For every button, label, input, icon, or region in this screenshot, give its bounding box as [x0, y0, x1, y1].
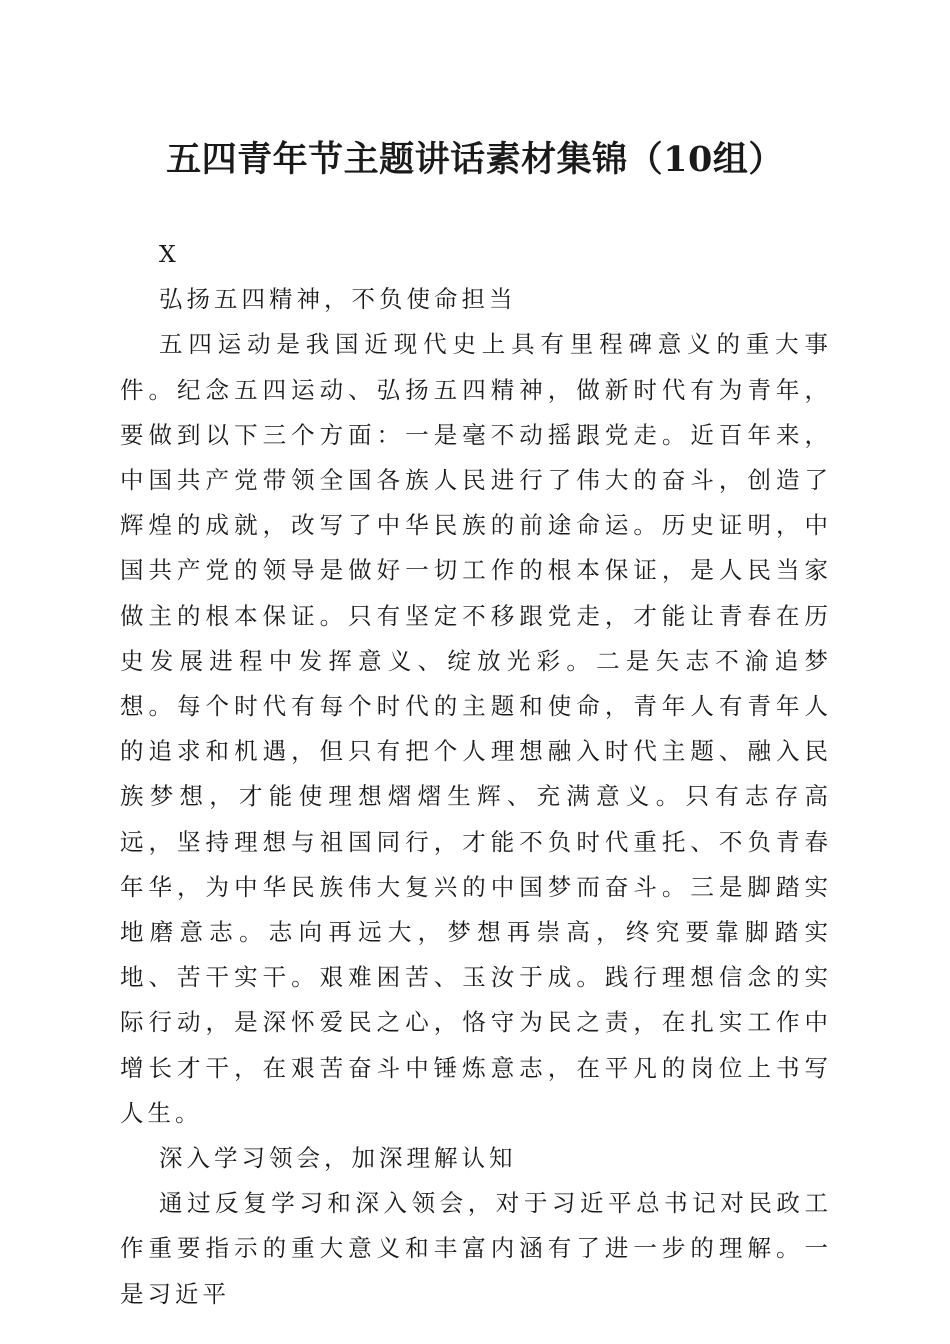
body-paragraph: 通过反复学习和深入领会，对于习近平总书记对民政工作重要指示的重大意义和丰富内涵有了进一步的理解。一是习近平: [120, 1189, 832, 1308]
document-title: 五四青年节主题讲话素材集锦（10组）: [166, 139, 784, 180]
document-body: [120, 232, 832, 1317]
section-heading: 弘扬五四精神，不负使命担当: [159, 285, 517, 314]
section-heading: 深入学习领会，加深理解认知: [159, 1144, 517, 1173]
body-paragraph: 五四运动是我国近现代史上具有里程碑意义的重大事件。纪念五四运动、弘扬五四精神，做新时代有为青年，要做到以下三个方面：一是毫不动摇跟党走。近百年来，中国共产党带领全国各族人民进行了伟大的奋斗，创造了辉煌的成就，改写了中华民族的前途命运。历史证明，中国共产党的领导是做好一切工作的根本保证，是人民当家做主的根本保证。只有坚定不移跟党走，才能让青春在历史发展进程中发挥意义、绽放光彩。二是矢志不渝追梦想。每个时代有每个时代的主题和使命，青年人有青年人的追求和机遇，但只有把个人理想融入时代主题、融入民族梦想，才能使理想熠熠生辉、充满意义。只有志存高远，坚持理想与祖国同行，才能不负时代重托、不负青春年华，为中华民族伟大复兴的中国梦而奋斗。三是脚踏实地磨意志。志向再远大，梦想再崇高，终究要靠脚踏实地、苦干实干。艰难困苦、玉汝于成。践行理想信念的实际行动，是深怀爱民之心，恪守为民之责，在扎实工作中增长才干，在艰苦奋斗中锤炼意志，在平凡的岗位上书写人生。: [120, 330, 832, 1127]
section-marker: X: [159, 240, 180, 268]
